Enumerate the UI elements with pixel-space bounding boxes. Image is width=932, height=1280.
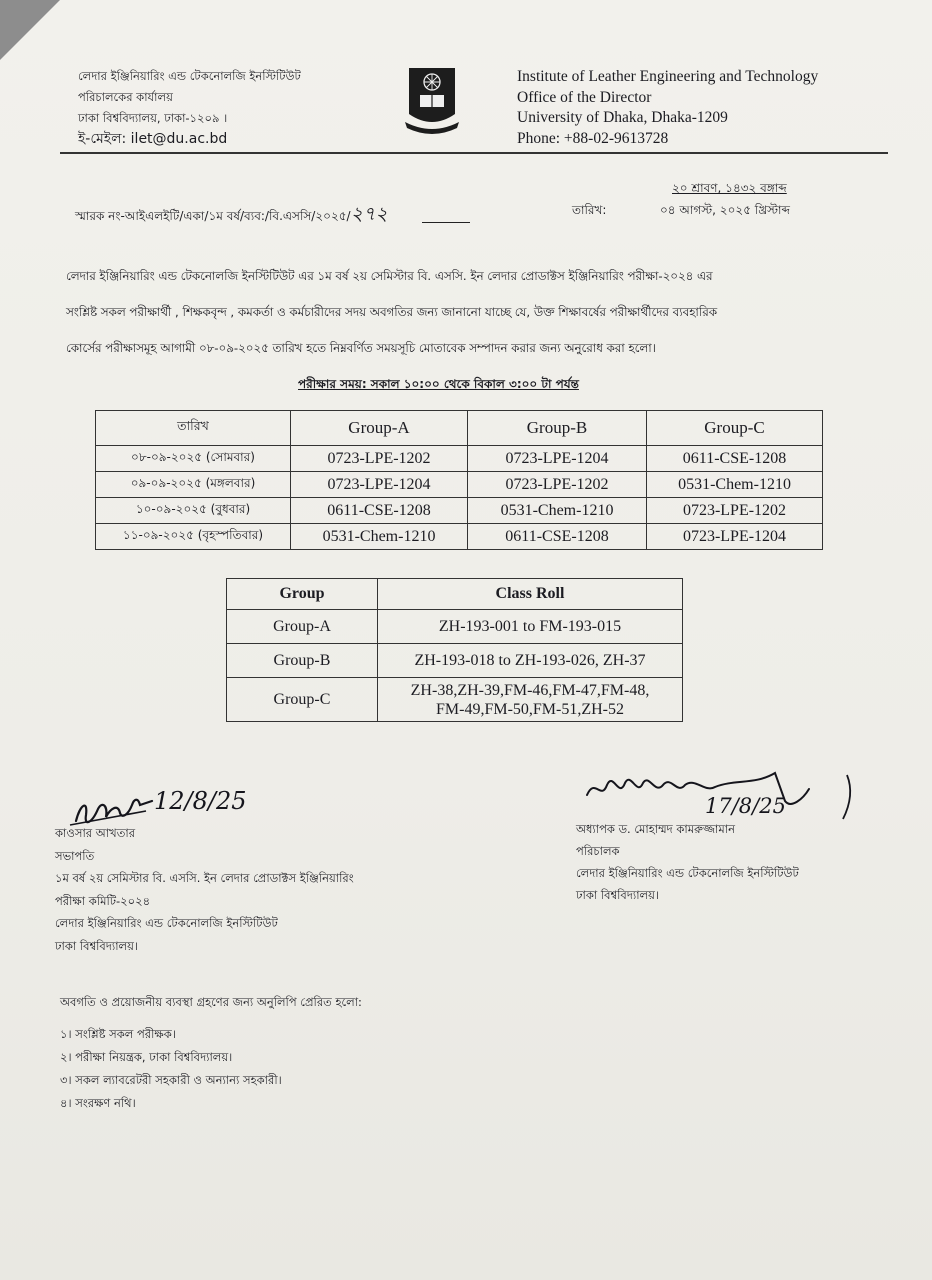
list-item: ৩। সকল ল্যাবরেটরী সহকারী ও অন্যান্য সহকারী। [60,1073,282,1087]
course-cell: 0611-CSE-1208 [291,498,468,524]
committee-line: পরীক্ষা কমিটি-২০২৪ [55,893,151,908]
roll-cell: ZH-193-018 to ZH-193-026, ZH-37 [378,644,683,678]
chairman-signature-date: 12/8/25 [154,787,247,815]
roll-line: FM-49,FM-50,FM-51,ZH-52 [435,700,624,718]
institute-name-english: Institute of Leather Engineering and Technology [517,68,819,85]
date-label: তারিখ: [572,203,607,217]
course-cell: 0723-LPE-1204 [647,524,823,550]
schedule-header-row [96,411,823,446]
table-row [227,610,683,644]
office-name-english: Office of the Director [517,88,652,106]
column-header-group-b: Group-B [468,411,647,446]
chairman-name: কাওসার আখতার [55,826,136,840]
table-row [96,472,823,498]
table-row [96,524,823,550]
table-row [96,498,823,524]
header-divider [60,152,888,154]
header-english-address [517,67,818,149]
table-row [96,446,823,472]
date-cell: ০৯-০৯-২০২৫ (মঙ্গলবার) [96,472,291,498]
list-item: ৪। সংরক্ষণ নথি। [60,1096,136,1110]
group-cell: Group-C [227,678,378,722]
course-cell: 0723-LPE-1202 [647,498,823,524]
course-cell: 0611-CSE-1208 [468,524,647,550]
table-row [227,678,683,722]
director-name: অধ্যাপক ড. মোহাম্মদ কামরুজ্জামান [576,822,735,836]
list-item: ২। পরীক্ষা নিয়ন্ত্রক, ঢাকা বিশ্ববিদ্যালয়। [60,1050,233,1064]
committee-line: ১ম বর্ষ ২য় সেমিস্টার বি. এসসি. ইন লেদার প্রোডাক্টস ইঞ্জিনিয়ারিং [55,871,354,885]
body-line: লেদার ইঞ্জিনিয়ারিং এন্ড টেকনোলজি ইনস্টিটিউট এর ১ম বর্ষ ২য় সেমিস্টার বি. এসসি. ইন লেদার প্রোডাক্টস ইঞ্জিনিয়ারিং পরীক্ষা-২০২৪ এর [66,269,713,283]
group-roll-table [226,578,683,722]
phone-line: Phone: +88-02-9613728 [517,129,669,147]
course-cell: 0723-LPE-1202 [291,446,468,472]
university-line: ঢাকা বিশ্ববিদ্যালয়। [55,938,138,953]
institute-name-bengali: লেদার ইঞ্জিনিয়ারিং এন্ড টেকনোলজি ইনস্টিটিউট [78,69,301,83]
table-row [227,644,683,678]
copy-lead: অবগতি ও প্রয়োজনীয় ব্যবস্থা গ্রহণের জন্য অনুলিপি প্রেরিত হলো: [60,995,362,1009]
group-cell: Group-A [227,610,378,644]
folded-corner [0,0,60,60]
list-item: ১। সংশ্লিষ্ট সকল পরীক্ষক। [60,1027,176,1041]
date-bengali: ২০ শ্রাবণ, ১৪৩২ বঙ্গাব্দ [672,181,787,195]
copy-list [60,1023,362,1115]
institute-line: লেদার ইঞ্জিনিয়ারিং এন্ড টেকনোলজি ইনস্টিটিউট [55,916,278,930]
memo-reference-prefix: স্মারক নং-আইএলইটি/একা/১ম বর্ষ/ব্যব:/বি.এসসি/২০২৫/ [75,209,351,223]
schedule-table [95,410,823,550]
director-title: পরিচালক [576,844,620,858]
university-line: ঢাকা বিশ্ববিদ্যালয়। [576,888,659,902]
chairman-signature-block [55,822,354,957]
header-bengali-address [78,66,301,150]
exam-time: পরীক্ষার সময়: সকাল ১০:০০ থেকে বিকাল ৩:০০ টা পর্যন্ত [298,377,579,391]
roll-cell [378,678,683,722]
email-line: ই-মেইল: ilet@du.ac.bd [78,131,228,147]
column-header-date: তারিখ [96,411,291,446]
roll-cell: ZH-193-001 to FM-193-015 [378,610,683,644]
course-cell: 0531-Chem-1210 [291,524,468,550]
university-address-bengali: ঢাকা বিশ্ববিদ্যালয়, ঢাকা-১২০৯ । [78,111,228,125]
course-cell: 0531-Chem-1210 [468,498,647,524]
institute-line: লেদার ইঞ্জিনিয়ারিং এন্ড টেকনোলজি ইনস্টিটিউট [576,866,799,880]
course-cell: 0723-LPE-1202 [468,472,647,498]
roll-line: ZH-38,ZH-39,FM-46,FM-47,FM-48, [410,681,650,699]
memo-reference-number: ২৭২ [350,203,388,225]
column-header-group-a: Group-A [291,411,468,446]
university-crest-icon [403,64,461,136]
office-name-bengali: পরিচালকের কার্যালয় [78,90,173,104]
course-cell: 0531-Chem-1210 [647,472,823,498]
column-header-class-roll: Class Roll [378,579,683,610]
group-header-row [227,579,683,610]
chairman-title: সভাপতি [55,848,95,863]
course-cell: 0723-LPE-1204 [468,446,647,472]
body-line: সংশ্লিষ্ট সকল পরীক্ষার্থী , শিক্ষকবৃন্দ , কমকর্তা ও কর্মচারীদের সদয় অবগতির জন্য জানানো যাচ্ছে যে, উক্ত শিক্ষাবর্ষের পরীক্ষার্থীদের ব্যবহারিক [66,305,717,319]
date-cell: ১১-০৯-২০২৫ (বৃহস্পতিবার) [96,524,291,550]
director-signature [585,765,865,825]
column-header-group-c: Group-C [647,411,823,446]
copy-distribution [60,994,362,1115]
course-cell: 0611-CSE-1208 [647,446,823,472]
course-cell: 0723-LPE-1204 [291,472,468,498]
director-signature-block [576,818,799,906]
university-address-english: University of Dhaka, Dhaka-1209 [517,109,728,126]
date-cell: ১০-০৯-২০২৫ (বুধবার) [96,498,291,524]
memo-underline [422,222,470,223]
group-cell: Group-B [227,644,378,678]
memo-reference [75,200,388,232]
body-line: কোর্সের পরীক্ষাসমূহ আগামী ০৮-০৯-২০২৫ তারিখ হতে নিম্নবর্ণিত সময়সূচি মোতাবেক সম্পাদন করার জন্য অনুরোধ করা হলো। [66,341,656,355]
notice-body [66,258,866,366]
director-signature-date: 17/8/25 [705,794,786,818]
column-header-group: Group [227,579,378,610]
date-gregorian: ০৪ আগস্ট, ২০২৫ খ্রিস্টাব্দ [660,203,790,217]
date-cell: ০৮-০৯-২০২৫ (সোমবার) [96,446,291,472]
